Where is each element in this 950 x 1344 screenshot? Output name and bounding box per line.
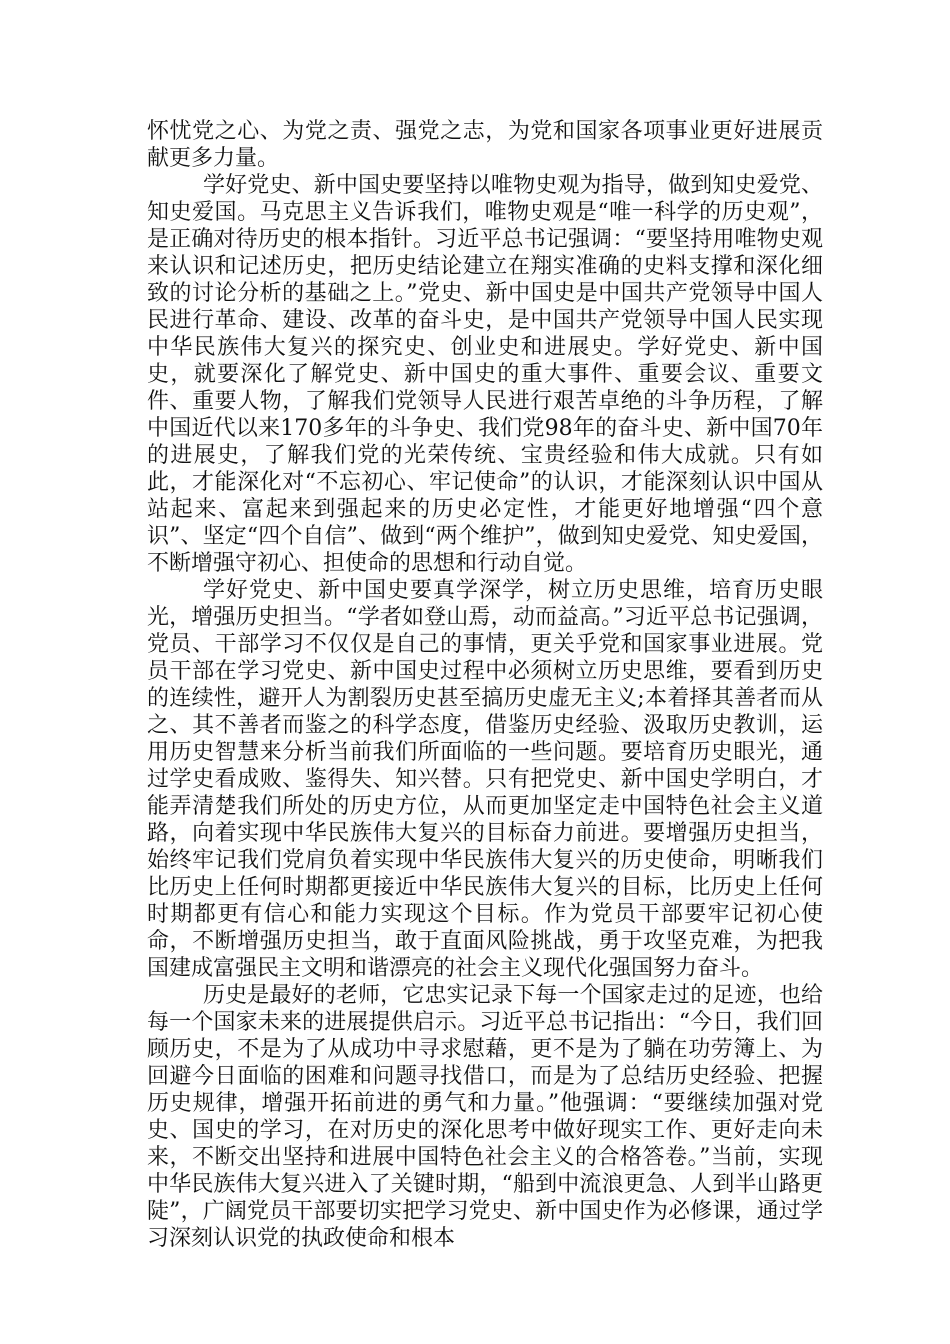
paragraph-4: 历史是最好的老师，它忠实记录下每一个国家走过的足迹，也给每一个国家未来的进展提供启示。习近平总书记指出：“今日，我们回顾历史，不是为了从成功中寻求慰藉，更不是为了躺在功劳簿上、为回避今日面临的困难和问题寻找借口，而是为了总结历史经验、把握历史规律，增强开拓前进的勇气和力量。”他强调：“要继续加强对党史、国史的学习，在对历史的深化思考中做好现实工作、更好走向未来，不断交出坚持和进展中国特色社会主义的合格答卷。”当前，实现中华民族伟大复兴进入了关键时期，“船到中流浪更急、人到半山路更陡”，广阔党员干部要切实把学习党史、新中国史作为必修课，通过学习深刻认识党的执政使命和根本 — [147, 983, 823, 1251]
document-page — [147, 118, 823, 1252]
paragraph-2: 学好党史、新中国史要坚持以唯物史观为指导，做到知史爱党、知史爱国。马克思主义告诉我们，唯物史观是“唯一科学的历史观”，是正确对待历史的根本指针。习近平总书记强调：“要坚持用唯物史观来认识和记述历史，把历史结论建立在翔实准确的史料支撑和深化细致的讨论分析的基础之上。”党史、新中国史是中国共产党领导中国人民进行革命、建设、改革的奋斗史，是中国共产党领导中国人民实现中华民族伟大复兴的探究史、创业史和进展史。学好党史、新中国史，就要深化了解党史、新中国史的重大事件、重要会议、重要文件、重要人物，了解我们党领导人民进行艰苦卓绝的斗争历程，了解中国近代以来170多年的斗争史、我们党98年的奋斗史、新中国70年的进展史，了解我们党的光荣传统、宝贵经验和伟大成就。只有如此，才能深化对“不忘初心、牢记使命”的认识，才能深刻认识中国从站起来、富起来到强起来的历史必定性，才能更好地增强“四个意识”、坚定“四个自信”、做到“两个维护”，做到知史爱党、知史爱国，不断增强守初心、担使命的思想和行动自觉。 — [147, 173, 823, 576]
paragraph-3: 学好党史、新中国史要真学深学，树立历史思维，培育历史眼光，增强历史担当。“学者如登山焉，动而益高。”习近平总书记强调，党员、干部学习不仅仅是自己的事情，更关乎党和国家事业进展。党员干部在学习党史、新中国史过程中必须树立历史思维，要看到历史的连续性，避开人为割裂历史甚至搞历史虚无主义;本着择其善者而从之、其不善者而鉴之的科学态度，借鉴历史经验、汲取历史教训，运用历史智慧来分析当前我们所面临的一些问题。要培育历史眼光，通过学史看成败、鉴得失、知兴替。只有把党史、新中国史学明白，才能弄清楚我们所处的历史方位，从而更加坚定走中国特色社会主义道路，向着实现中华民族伟大复兴的目标奋力前进。要增强历史担当，始终牢记我们党肩负着实现中华民族伟大复兴的历史使命，明晰我们比历史上任何时期都更接近中华民族伟大复兴的目标，比历史上任何时期都更有信心和能力实现这个目标。作为党员干部要牢记初心使命，不断增强历史担当，敢于直面风险挑战，勇于攻坚克难，为把我国建成富强民主文明和谐漂亮的社会主义现代化强国努力奋斗。 — [147, 578, 823, 981]
paragraph-1: 怀忧党之心、为党之责、强党之志，为党和国家各项事业更好进展贡献更多力量。 — [147, 119, 823, 171]
